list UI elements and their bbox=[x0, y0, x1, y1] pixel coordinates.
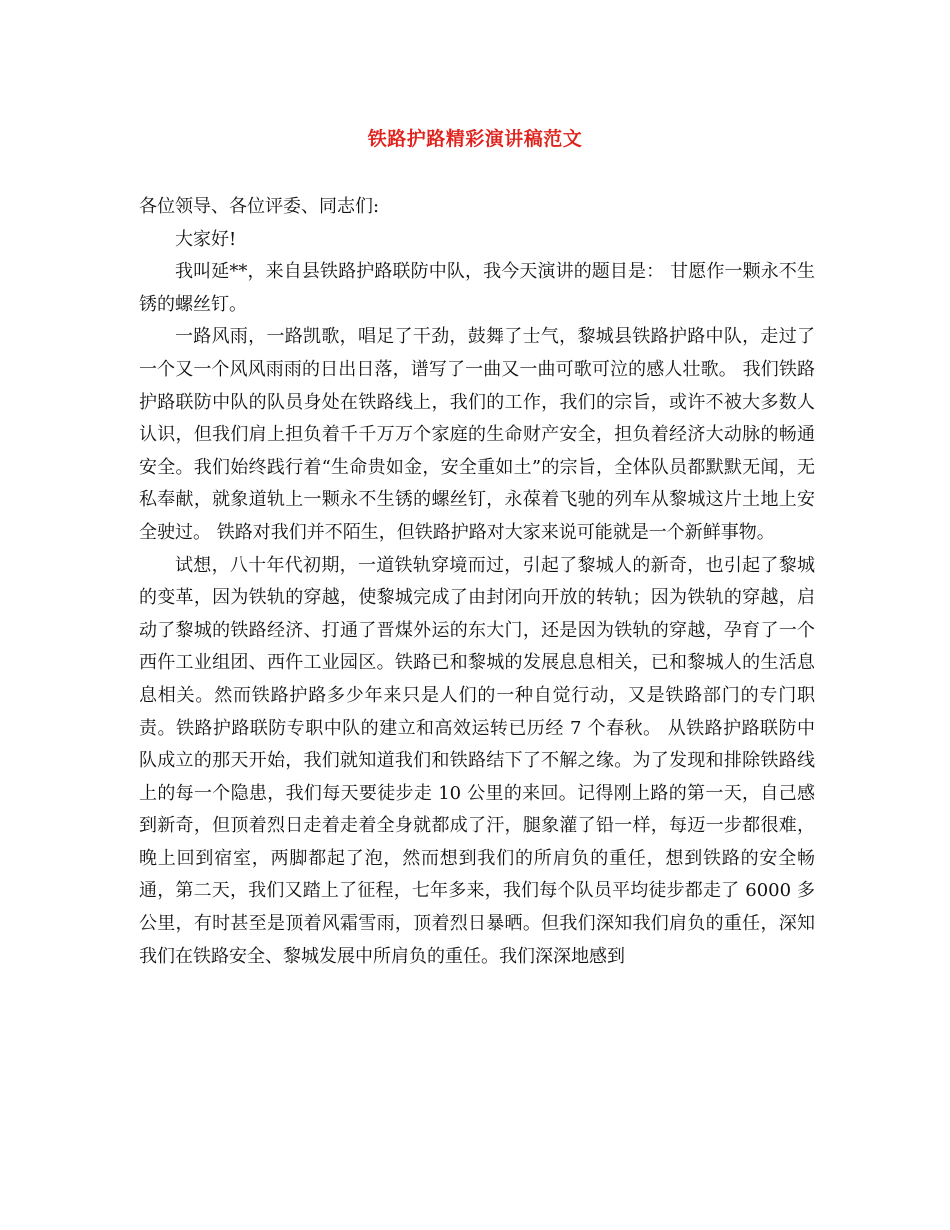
paragraph-duty: 一路风雨，一路凯歌，唱足了干劲，鼓舞了士气，黎城县铁路护路中队，走过了一个又一个风风雨雨的日出日落，谱写了一曲又一曲可歌可泣的感人壮歌。 我们铁路护路联防中队的队员身处在铁路线上，我们的工作，我们的宗旨，或许不被大多数人认识，但我们肩上担负着千千万万个家庭的生命财产安全，担负着经济大动脉的畅通安全。我们始终践行着“生命贵如金，安全重如土”的宗旨，全体队员都默默无闻，无私奉献，就象道轨上一颗永不生锈的螺丝钉，永葆着飞驰的列车从黎城这片土地上安全驶过。 铁路对我们并不陌生，但铁路护路对大家来说可能就是一个新鲜事物。 bbox=[139, 326, 815, 543]
paragraph-intro: 我叫延**，来自县铁路护路联防中队，我今天演讲的题目是： 甘愿作一颗永不生锈的螺丝钉。 bbox=[139, 261, 815, 315]
greeting: 大家好! bbox=[175, 228, 237, 250]
document-title: 铁路护路精彩演讲稿范文 bbox=[367, 128, 583, 150]
paragraph-history: 试想，八十年代初期，一道铁轨穿境而过，引起了黎城人的新奇，也引起了黎城的变革，因为铁轨的穿越，使黎城完成了由封闭向开放的转轨；因为铁轨的穿越，启动了黎城的铁路经济、打通了晋煤外运的东大门，还是因为铁轨的穿越，孕育了一个西仵工业组团、西仵工业园区。铁路已和黎城的发展息息相关，已和黎城人的生活息息相关。然而铁路护路多少年来只是人们的一种自觉行动，又是铁路部门的专门职责。铁路护路联防专职中队的建立和高效运转已历经 7 个春秋。 从铁路护路联防中队成立的那天开始，我们就知道我们和铁路结下了不解之缘。为了发现和排除铁路线上的每一个隐患，我们每天要徒步走 10 公里的来回。记得刚上路的第一天，自己感到新奇，但顶着烈日走着走着全身就都成了汗，腿象灌了铅一样，每迈一步都很难，晚上回到宿室，两脚都起了泡，然而想到我们的所肩负的重任，想到铁路的安全畅通，第二天，我们又踏上了征程，七年多来，我们每个队员平均徒步都走了 6000 多公里，有时甚至是顶着风霜雪雨，顶着烈日暴晒。但我们深知我们肩负的重任，深知我们在铁路安全、黎城发展中所肩负的重任。我们深深地感到 bbox=[139, 554, 815, 967]
salutation: 各位领导、各位评委、同志们: bbox=[139, 196, 380, 217]
document-body bbox=[139, 191, 815, 973]
